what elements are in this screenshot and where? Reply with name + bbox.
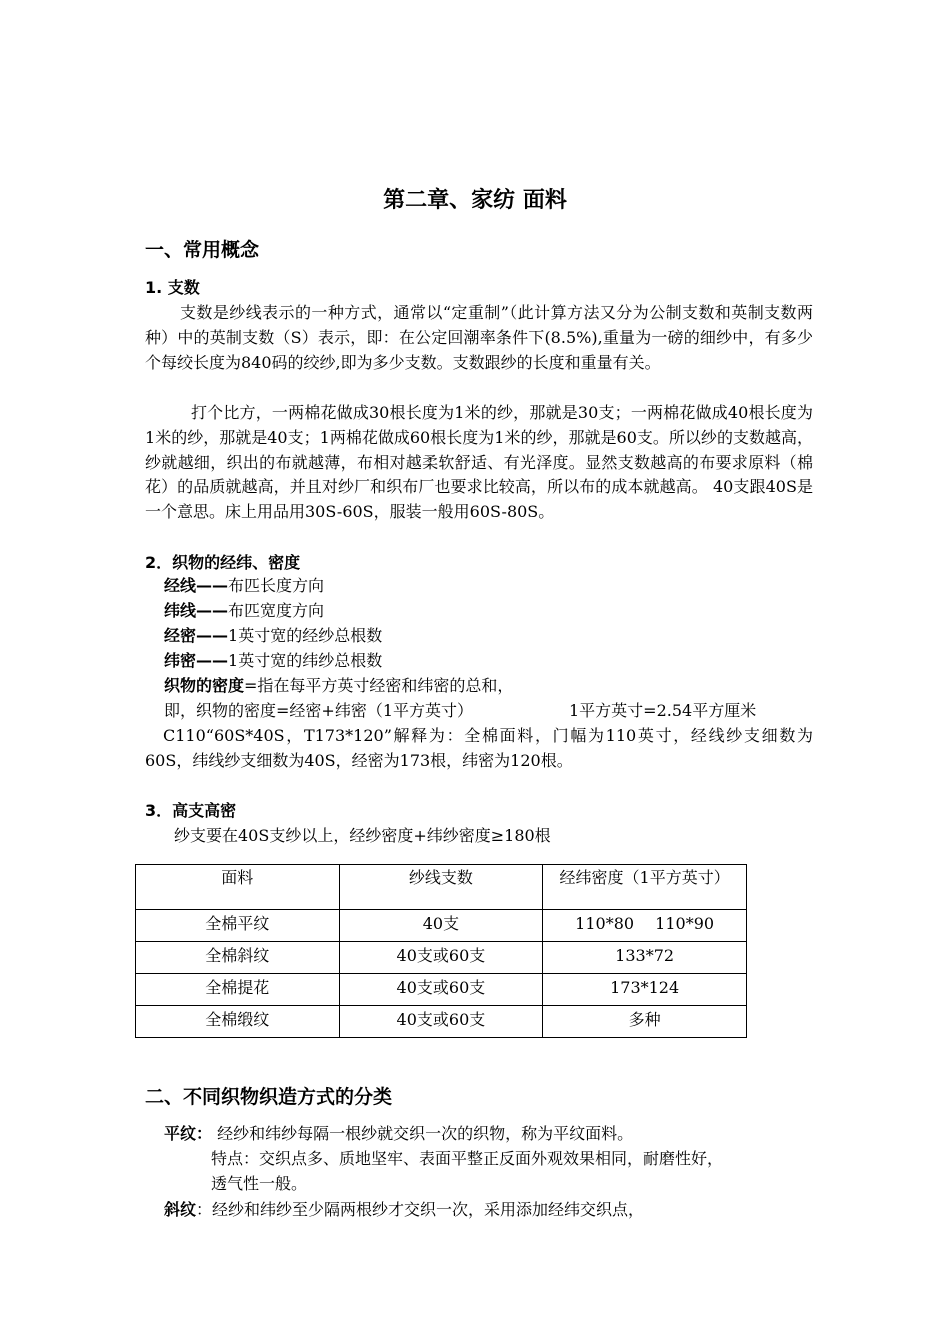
density-example: C110“60S*40S，T173*120”解释为：全棉面料，门幅为110英寸，经线纱支细数为60S，纬线纱支细数为40S，经密为173根，纬密为120根。 xyxy=(145,726,813,770)
table-cell: 40支或60支 xyxy=(339,1006,543,1038)
table-cell: 全棉平纹 xyxy=(136,910,340,942)
section2-heading: 二、不同织物织造方式的分类 xyxy=(145,1086,393,1108)
table-cell: 多种 xyxy=(543,1006,747,1038)
term-desc: 布匹宽度方向 xyxy=(228,601,325,620)
sub3-heading: 3．高支高密 xyxy=(145,801,237,820)
table-cell: 173*124 xyxy=(543,974,747,1006)
table-row xyxy=(136,1006,747,1038)
term-label: 纬线—— xyxy=(164,601,229,620)
sub1-heading: 1. 支数 xyxy=(145,278,200,297)
sub3-text: 纱支要在40S支纱以上，经纱密度+纬纱密度≥180根 xyxy=(174,826,551,845)
term-desc: 布匹长度方向 xyxy=(228,576,325,595)
table-cell: 40支或60支 xyxy=(339,942,543,974)
sub2-heading: 2．织物的经纬、密度 xyxy=(145,553,301,572)
term-desc: =指在每平方英寸经密和纬密的总和， xyxy=(244,676,514,695)
table-row xyxy=(136,942,747,974)
plain-weave-feature-line-2: 透气性一般。 xyxy=(211,1174,308,1193)
term-desc: ：经纱和纬纱至少隔两根纱才交织一次，采用添加经纬交织点， xyxy=(196,1200,645,1219)
density-formula: 即，织物的密度=经密+纬密（1平方英寸） xyxy=(164,701,473,720)
section1-heading: 一、常用概念 xyxy=(145,239,260,261)
table-cell: 全棉斜纹 xyxy=(136,942,340,974)
term-label: 经密—— xyxy=(164,626,229,645)
table-cell: 40支 xyxy=(339,910,543,942)
term-label: 织物的密度 xyxy=(164,676,245,695)
fabric-density-item xyxy=(164,674,513,698)
table-header-row xyxy=(136,865,747,910)
weft-line-item xyxy=(164,599,324,623)
plain-weave-item xyxy=(164,1122,633,1146)
term-label: 斜纹 xyxy=(164,1200,197,1219)
sub1-paragraph-1: 支数是纱线表示的一种方式，通常以“定重制”（此计算方法又分为公制支数和英制支数两种）中的英制支数（S）表示，即：在公定回潮率条件下(8.5%),重量为一磅的细纱中，有多少个每绞长度为840码的绞纱,即为多少支数。支数跟纱的长度和重量有关。 xyxy=(145,303,813,372)
table-cell: 全棉缎纹 xyxy=(136,1006,340,1038)
term-desc: 1英寸宽的纬纱总根数 xyxy=(228,651,383,670)
table-row xyxy=(136,974,747,1006)
table-row xyxy=(136,910,747,942)
twill-weave-item xyxy=(164,1198,644,1222)
table-header-cell: 经纬密度（1平方英寸） xyxy=(543,865,747,910)
table-header-cell: 纱线支数 xyxy=(339,865,543,910)
table-cell: 全棉提花 xyxy=(136,974,340,1006)
table-header-cell: 面料 xyxy=(136,865,340,910)
warp-density-item xyxy=(164,624,382,648)
chapter-title: 第二章、家纺 面料 xyxy=(383,188,567,213)
sub1-paragraph-2: 打个比方，一两棉花做成30根长度为1米的纱，那就是30支；一两棉花做成40根长度为1米的纱，那就是40支；1两棉花做成60根长度为1米的纱，那就是60支。所以纱的支数越高，纱就越细，织出的布就越薄，布相对越柔软舒适、有光泽度。显然支数越高的布要求原料（棉花）的品质就越高，并且对纱厂和织布厂也要求比较高，所以布的成本就越高。 40支跟40S是一个意思。床上用品用30S-60S，服装一般用60S-80S。 xyxy=(145,403,813,522)
table-cell: 110*80 110*90 xyxy=(543,910,747,942)
term-desc: 1英寸宽的经纱总根数 xyxy=(228,626,383,645)
term-label: 纬密—— xyxy=(164,651,229,670)
table-cell: 40支或60支 xyxy=(339,974,543,1006)
fabric-spec-table xyxy=(135,864,747,1038)
unit-conversion: 1平方英寸=2.54平方厘米 xyxy=(569,701,757,720)
term-desc: 经纱和纬纱每隔一根纱就交织一次的织物，称为平纹面料。 xyxy=(212,1124,634,1143)
plain-weave-feature-line-1: 特点：交织点多、质地坚牢、表面平整正反面外观效果相同，耐磨性好， xyxy=(211,1149,724,1168)
weft-density-item xyxy=(164,649,382,673)
warp-line-item xyxy=(164,574,324,598)
term-label: 平纹： xyxy=(164,1124,213,1143)
term-label: 经线—— xyxy=(164,576,229,595)
table-cell: 133*72 xyxy=(543,942,747,974)
